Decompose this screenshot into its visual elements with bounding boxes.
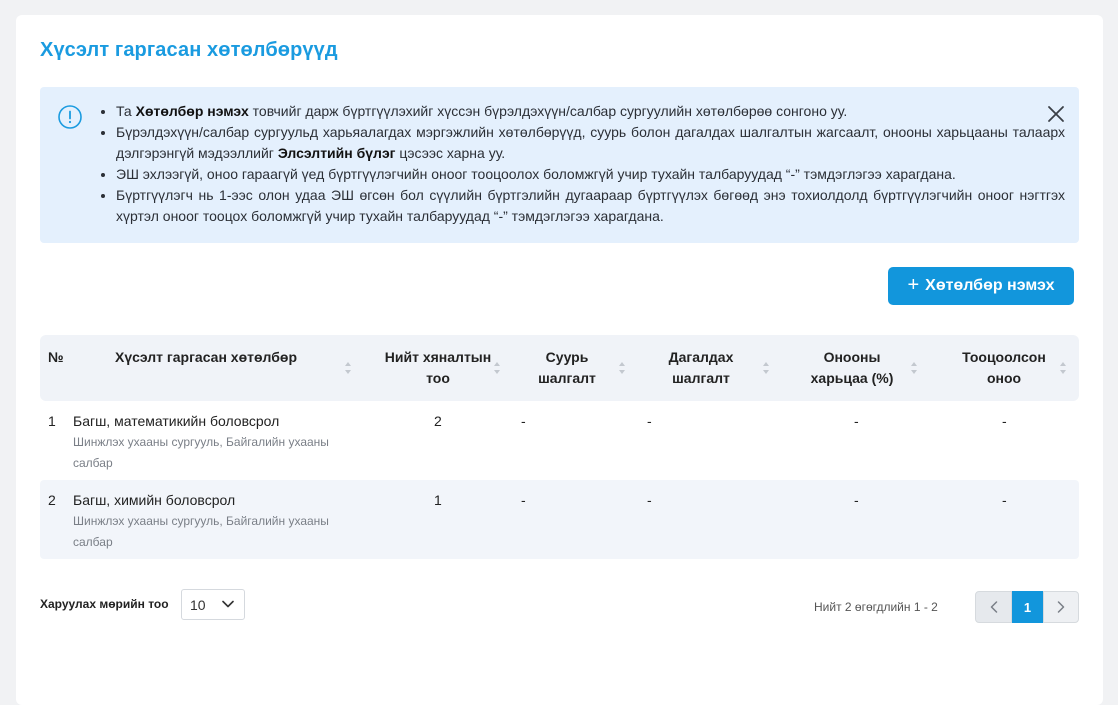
reviews-count: 1 — [434, 492, 442, 508]
ratio-value: - — [854, 413, 859, 429]
add-program-label: Хөтөлбөр нэмэх — [925, 277, 1055, 294]
rows-per-page-select[interactable] — [181, 589, 245, 620]
sort-icon[interactable] — [618, 361, 626, 375]
calc-score-value: - — [1002, 492, 1007, 508]
col-base-exam[interactable]: Суурь шалгалт — [538, 349, 596, 386]
col-program[interactable]: Хүсэлт гаргасан хөтөлбөр — [114, 349, 297, 365]
program-name: Багш, математикийн боловсрол — [73, 413, 280, 429]
col-reviews[interactable]: Нийт хяналтын тоо — [384, 349, 492, 386]
sort-icon[interactable] — [344, 361, 352, 375]
rows-per-page-value: 10 — [190, 596, 206, 613]
alert-list — [98, 101, 1065, 227]
alert-item: • Бүртгүүлэгч нь 1-ээс олон удаа ЭШ өгсөн бол сүүлийн бүртгэлийн дугаараар бүртгүүлэх бөгөөд энэ тохиолдолд бүртгүүлэгчийн оноог нэгтгэх хүртэл оноог тооцох боломжгүй учир тухайн талбаруудад “-” тэмдэглэгээ харагдана. — [116, 185, 1065, 227]
base-exam-value: - — [521, 413, 526, 429]
close-icon[interactable] — [1047, 105, 1065, 123]
aux-exam-value: - — [647, 413, 652, 429]
program-cell — [73, 411, 333, 474]
plus-icon: + — [907, 274, 920, 296]
base-exam-value: - — [521, 492, 526, 508]
next-page-button[interactable] — [1043, 591, 1079, 623]
aux-exam-value: - — [647, 492, 652, 508]
alert-item: • ЭШ эхлээгүй, оноо гараагүй үед бүртгүүлэгчийн оноог тооцоолох боломжгүй учир тухайн талбаруудад “-” тэмдэглэгээ харагдана. — [116, 164, 1065, 185]
program-name: Багш, химийн боловсрол — [73, 492, 236, 508]
chevron-right-icon — [1057, 601, 1065, 613]
page-title: Хүсэлт гаргасан хөтөлбөрүүд — [40, 39, 338, 61]
program-cell — [73, 490, 333, 553]
prev-page-button[interactable] — [975, 591, 1012, 623]
col-aux-exam[interactable]: Дагалдах шалгалт — [668, 349, 734, 386]
content-card — [16, 15, 1103, 705]
sort-icon[interactable] — [1059, 361, 1067, 375]
school-name: Шинжлэх ухааны сургууль, Байгалийн ухааны салбар — [73, 514, 329, 549]
reviews-count: 2 — [434, 413, 442, 429]
sort-icon[interactable] — [762, 361, 770, 375]
ratio-value: - — [854, 492, 859, 508]
row-number: 1 — [48, 413, 56, 429]
table-header — [40, 335, 1079, 401]
total-records-text: Нийт 2 өгөгдлийн 1 - 2 — [814, 600, 938, 614]
page-button-current[interactable]: 1 — [1012, 591, 1043, 623]
add-program-button[interactable] — [888, 267, 1074, 305]
chevron-left-icon — [990, 601, 998, 613]
alert-item: • Та Хөтөлбөр нэмэх товчийг дарж бүртгүүлэхийг хүссэн бүрэлдэхүүн/салбар сургуулийн хөтөлбөрөө сонгоно уу. — [116, 101, 1065, 122]
chevron-down-icon — [222, 600, 234, 608]
school-name: Шинжлэх ухааны сургууль, Байгалийн ухааны салбар — [73, 435, 329, 470]
table-row[interactable] — [40, 401, 1079, 480]
alert-item: • Бүрэлдэхүүн/салбар сургуульд харьяалагдах мэргэжлийн хөтөлбөрүүд, суурь болон дагалдах шалгалтын жагсаалт, онооны харьцааны талаарх дэлгэрэнгүй мэдээллийг Элсэлтийн бүлэг цэсээс харна уу. — [116, 122, 1065, 164]
table-row[interactable] — [40, 480, 1079, 559]
row-number: 2 — [48, 492, 56, 508]
info-alert — [40, 87, 1079, 243]
sort-icon[interactable] — [910, 361, 918, 375]
col-number: № — [48, 349, 64, 365]
col-ratio[interactable]: Онооны харьцаа (%) — [810, 349, 894, 386]
rows-per-page-label: Харуулах мөрийн тоо — [40, 597, 169, 611]
info-icon — [58, 105, 82, 129]
col-calc-score[interactable]: Тооцоолсон оноо — [962, 349, 1046, 386]
programs-table — [40, 335, 1079, 559]
calc-score-value: - — [1002, 413, 1007, 429]
sort-icon[interactable] — [493, 361, 501, 375]
